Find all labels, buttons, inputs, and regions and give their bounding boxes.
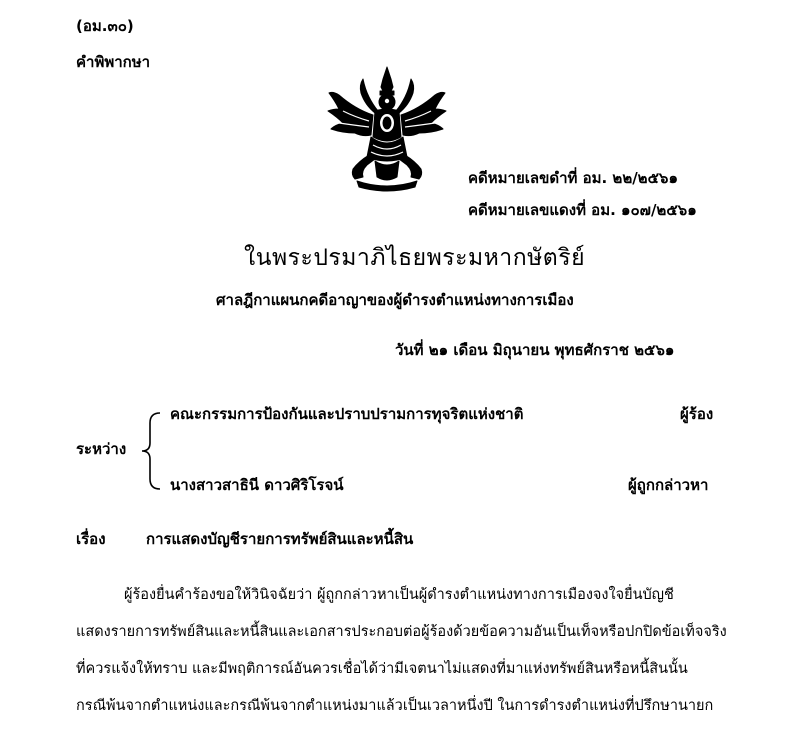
- body-line-2: แสดงรายการทรัพย์สินและหนี้สินและเอกสารประกอบต่อผู้ร้องด้วยข้อความอันเป็นเท็จหรือปกปิดข้อเท็จจริง: [76, 624, 727, 640]
- subject-label: เรื่อง: [76, 530, 106, 548]
- subject-text: การแสดงบัญชีรายการทรัพย์สินและหนี้สิน: [146, 530, 414, 548]
- garuda-emblem-icon: [325, 65, 450, 195]
- defendant-name: นางสาวสาธินี ดาวศิริโรจน์: [170, 476, 344, 494]
- form-code: (อม.๓๐): [76, 17, 134, 35]
- red-case-number: คดีหมายเลขแดงที่ อม. ๑๐๗/๒๕๖๑: [468, 201, 697, 219]
- body-line-1: ผู้ร้องยื่นคำร้องขอให้วินิจฉัยว่า ผู้ถูกกล่าวหาเป็นผู้ดำรงตำแหน่งทางการเมืองจงใจยื่นบัญชี: [124, 587, 674, 603]
- document-type: คำพิพากษา: [76, 53, 151, 71]
- brace-icon: [140, 411, 162, 491]
- body-line-3: ที่ควรแจ้งให้ทราบ และมีพฤติการณ์อันควรเชื่อได้ว่ามีเจตนาไม่แสดงที่มาแห่งทรัพย์สินหรือหนี้สินนั้น: [76, 661, 688, 677]
- royal-title: ในพระปรมาภิไธยพระมหากษัตริย์: [244, 245, 586, 271]
- judgment-date: วันที่ ๒๑ เดือน มิถุนายน พุทธศักราช ๒๕๖๑: [395, 341, 675, 359]
- defendant-role: ผู้ถูกกล่าวหา: [628, 476, 709, 494]
- plaintiff-name: คณะกรรมการป้องกันและปราบปรามการทุจริตแห่งชาติ: [170, 405, 524, 423]
- between-label: ระหว่าง: [76, 440, 127, 458]
- plaintiff-role: ผู้ร้อง: [680, 405, 714, 423]
- court-name: ศาลฎีกาแผนกคดีอาญาของผู้ดำรงตำแหน่งทางการเมือง: [216, 291, 574, 309]
- body-line-4: กรณีพ้นจากตำแหน่งและกรณีพ้นจากตำแหน่งมาแล้วเป็นเวลาหนึ่งปี ในการดำรงตำแหน่งที่ปรึกษานายก: [76, 698, 714, 714]
- black-case-number: คดีหมายเลขดำที่ อม. ๒๒/๒๕๖๑: [468, 169, 678, 187]
